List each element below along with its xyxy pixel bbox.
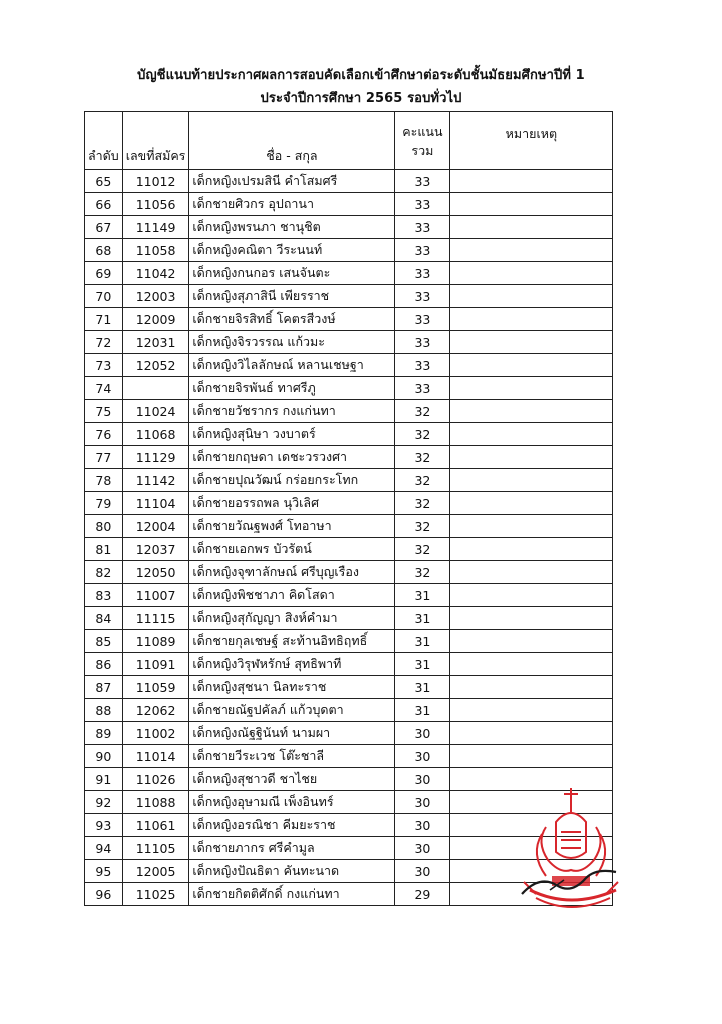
table-row	[85, 331, 613, 354]
cell-name: เด็กหญิงกนกอร เสนจันตะ	[189, 262, 395, 285]
cell-name: เด็กชายอรรถพล นุวิเลิศ	[189, 492, 395, 515]
header-remark: หมายเหตุ	[450, 112, 613, 170]
table-row	[85, 193, 613, 216]
cell-remark	[450, 354, 613, 377]
cell-remark	[450, 515, 613, 538]
signature-icon	[520, 864, 620, 904]
header-name: ชื่อ - สกุล	[189, 112, 395, 170]
header-score-line2: รวม	[411, 142, 434, 158]
cell-name: เด็กหญิงสุนิษา วงบาตร์	[189, 423, 395, 446]
cell-score: 30	[395, 722, 450, 745]
cell-no: 69	[85, 262, 123, 285]
cell-application-no: 11129	[122, 446, 189, 469]
cell-score: 32	[395, 446, 450, 469]
cell-application-no: 12050	[122, 561, 189, 584]
cell-remark	[450, 193, 613, 216]
cell-application-no: 11012	[122, 170, 189, 193]
cell-no: 88	[85, 699, 123, 722]
cell-application-no: 11149	[122, 216, 189, 239]
cell-no: 75	[85, 400, 123, 423]
cell-application-no: 12009	[122, 308, 189, 331]
cell-remark	[450, 561, 613, 584]
header-score	[395, 112, 450, 170]
cell-no: 94	[85, 837, 123, 860]
cell-score: 31	[395, 699, 450, 722]
cell-no: 76	[85, 423, 123, 446]
table-row	[85, 354, 613, 377]
cell-no: 87	[85, 676, 123, 699]
cell-application-no: 11007	[122, 584, 189, 607]
cell-application-no: 11058	[122, 239, 189, 262]
cell-application-no: 11056	[122, 193, 189, 216]
cell-score: 30	[395, 791, 450, 814]
cell-name: เด็กชายภากร ศรีคำมูล	[189, 837, 395, 860]
cell-application-no: 12005	[122, 860, 189, 883]
cell-no: 73	[85, 354, 123, 377]
cell-application-no: 11059	[122, 676, 189, 699]
cell-name: เด็กหญิงคณิตา วีระนนท์	[189, 239, 395, 262]
cell-application-no: 11026	[122, 768, 189, 791]
cell-no: 83	[85, 584, 123, 607]
header-no: ลำดับ	[85, 112, 123, 170]
cell-remark	[450, 285, 613, 308]
cell-application-no: 11042	[122, 262, 189, 285]
cell-score: 33	[395, 377, 450, 400]
cell-score: 33	[395, 285, 450, 308]
cell-remark	[450, 331, 613, 354]
cell-no: 77	[85, 446, 123, 469]
table-row	[85, 745, 613, 768]
cell-no: 66	[85, 193, 123, 216]
cell-no: 71	[85, 308, 123, 331]
cell-name: เด็กชายจิรพันธ์ ทาศรีภู	[189, 377, 395, 400]
cell-score: 30	[395, 860, 450, 883]
table-row	[85, 239, 613, 262]
cell-remark	[450, 492, 613, 515]
cell-application-no: 11002	[122, 722, 189, 745]
cell-name: เด็กหญิงณัฐฐินันท์ นามผา	[189, 722, 395, 745]
cell-score: 31	[395, 653, 450, 676]
table-row	[85, 630, 613, 653]
cell-score: 33	[395, 262, 450, 285]
cell-name: เด็กหญิงสุภาสินี เพียรราช	[189, 285, 395, 308]
cell-name: เด็กหญิงพรนภา ชานุชิต	[189, 216, 395, 239]
table-row	[85, 308, 613, 331]
cell-name: เด็กชายวัชรากร กงแก่นทา	[189, 400, 395, 423]
cell-score: 30	[395, 837, 450, 860]
header-score-line1: คะแนน	[402, 123, 443, 139]
cell-score: 30	[395, 745, 450, 768]
cell-name: เด็กชายกุลเชษฐ์ สะท้านอิทธิฤทธิ์	[189, 630, 395, 653]
cell-application-no: 11142	[122, 469, 189, 492]
cell-score: 32	[395, 400, 450, 423]
cell-name: เด็กหญิงสุชาวดี ชาไชย	[189, 768, 395, 791]
cell-name: เด็กหญิงปัณธิตา คันทะนาด	[189, 860, 395, 883]
cell-name: เด็กชายกฤษดา เดชะวรวงศา	[189, 446, 395, 469]
cell-score: 31	[395, 630, 450, 653]
table-row	[85, 584, 613, 607]
table-row	[85, 607, 613, 630]
cell-name: เด็กหญิงพิชชาภา คิดโสดา	[189, 584, 395, 607]
table-row	[85, 285, 613, 308]
cell-name: เด็กหญิงอุษามณี เพ็งอินทร์	[189, 791, 395, 814]
table-row	[85, 561, 613, 584]
cell-score: 31	[395, 676, 450, 699]
table-row	[85, 699, 613, 722]
cell-remark	[450, 469, 613, 492]
cell-remark	[450, 653, 613, 676]
cell-application-no	[122, 377, 189, 400]
table-row	[85, 377, 613, 400]
cell-application-no: 11061	[122, 814, 189, 837]
cell-name: เด็กหญิงเปรมสินี คำโสมศรี	[189, 170, 395, 193]
cell-score: 33	[395, 193, 450, 216]
document-subtitle: ประจำปีการศึกษา 2565 รอบทั่วไป	[260, 91, 462, 106]
cell-remark	[450, 308, 613, 331]
cell-score: 31	[395, 584, 450, 607]
cell-name: เด็กชายปุณวัฒน์ กร่อยกระโทก	[189, 469, 395, 492]
cell-remark	[450, 423, 613, 446]
cell-remark	[450, 262, 613, 285]
table-row	[85, 676, 613, 699]
cell-no: 91	[85, 768, 123, 791]
cell-no: 93	[85, 814, 123, 837]
cell-name: เด็กชายวัณฐพงศ์ โทอาษา	[189, 515, 395, 538]
cell-score: 33	[395, 308, 450, 331]
cell-remark	[450, 216, 613, 239]
table-row	[85, 469, 613, 492]
cell-remark	[450, 745, 613, 768]
cell-name: เด็กหญิงจุฑาลักษณ์ ศรีบุญเรือง	[189, 561, 395, 584]
cell-score: 32	[395, 423, 450, 446]
cell-application-no: 11115	[122, 607, 189, 630]
cell-no: 95	[85, 860, 123, 883]
cell-no: 68	[85, 239, 123, 262]
cell-no: 92	[85, 791, 123, 814]
cell-name: เด็กชายวีระเวช โต๊ะชาลี	[189, 745, 395, 768]
table-row	[85, 170, 613, 193]
table-row	[85, 446, 613, 469]
cell-application-no: 12037	[122, 538, 189, 561]
cell-application-no: 12003	[122, 285, 189, 308]
cell-name: เด็กหญิงสุชนา นิลทะราช	[189, 676, 395, 699]
cell-application-no: 11014	[122, 745, 189, 768]
table-row	[85, 400, 613, 423]
cell-score: 32	[395, 469, 450, 492]
cell-name: เด็กชายเอกพร บัวรัตน์	[189, 538, 395, 561]
cell-remark	[450, 538, 613, 561]
cell-remark	[450, 699, 613, 722]
cell-name: เด็กชายกิตติศักดิ์ กงแก่นทา	[189, 883, 395, 906]
cell-remark	[450, 170, 613, 193]
cell-no: 79	[85, 492, 123, 515]
cell-application-no: 11105	[122, 837, 189, 860]
cell-no: 74	[85, 377, 123, 400]
cell-score: 33	[395, 216, 450, 239]
cell-application-no: 12031	[122, 331, 189, 354]
cell-score: 29	[395, 883, 450, 906]
header-application-no: เลขที่สมัคร	[122, 112, 189, 170]
cell-remark	[450, 584, 613, 607]
cell-no: 80	[85, 515, 123, 538]
cell-remark	[450, 722, 613, 745]
cell-name: เด็กหญิงสุกัญญา สิงห์คำมา	[189, 607, 395, 630]
document-title: บัญชีแนบท้ายประกาศผลการสอบคัดเลือกเข้าศึกษาต่อระดับชั้นมัธยมศึกษาปีที่ 1	[137, 68, 585, 83]
cell-no: 90	[85, 745, 123, 768]
cell-score: 33	[395, 354, 450, 377]
cell-remark	[450, 630, 613, 653]
cell-name: เด็กชายจิรสิทธิ์ โคตรสีวงษ์	[189, 308, 395, 331]
cell-name: เด็กหญิงจิรวรรณ แก้วมะ	[189, 331, 395, 354]
cell-name: เด็กหญิงวิรุฬหรักษ์ สุทธิพาที	[189, 653, 395, 676]
cell-no: 81	[85, 538, 123, 561]
cell-score: 33	[395, 239, 450, 262]
cell-no: 70	[85, 285, 123, 308]
cell-no: 67	[85, 216, 123, 239]
table-row	[85, 722, 613, 745]
cell-name: เด็กหญิงวิไลลักษณ์ หลานเชษฐา	[189, 354, 395, 377]
cell-no: 85	[85, 630, 123, 653]
cell-name: เด็กหญิงอรณิชา คีมยะราช	[189, 814, 395, 837]
cell-no: 78	[85, 469, 123, 492]
cell-no: 72	[85, 331, 123, 354]
cell-remark	[450, 377, 613, 400]
cell-score: 30	[395, 814, 450, 837]
cell-application-no: 12052	[122, 354, 189, 377]
cell-application-no: 11091	[122, 653, 189, 676]
cell-no: 89	[85, 722, 123, 745]
cell-score: 32	[395, 492, 450, 515]
cell-score: 33	[395, 170, 450, 193]
cell-remark	[450, 400, 613, 423]
cell-application-no: 11088	[122, 791, 189, 814]
cell-remark	[450, 607, 613, 630]
cell-score: 32	[395, 561, 450, 584]
cell-name: เด็กชายณัฐปคัลภ์ แก้วบุดตา	[189, 699, 395, 722]
cell-score: 30	[395, 768, 450, 791]
cell-application-no: 11104	[122, 492, 189, 515]
cell-score: 33	[395, 331, 450, 354]
cell-application-no: 11025	[122, 883, 189, 906]
cell-no: 96	[85, 883, 123, 906]
table-row	[85, 538, 613, 561]
cell-application-no: 12004	[122, 515, 189, 538]
cell-no: 86	[85, 653, 123, 676]
table-row	[85, 423, 613, 446]
cell-remark	[450, 676, 613, 699]
cell-no: 82	[85, 561, 123, 584]
cell-name: เด็กชายศิวกร อุปถานา	[189, 193, 395, 216]
cell-remark	[450, 239, 613, 262]
table-row	[85, 653, 613, 676]
cell-score: 32	[395, 515, 450, 538]
table-row	[85, 515, 613, 538]
table-row	[85, 492, 613, 515]
table-row	[85, 262, 613, 285]
table-row	[85, 216, 613, 239]
cell-application-no: 12062	[122, 699, 189, 722]
cell-application-no: 11089	[122, 630, 189, 653]
cell-score: 31	[395, 607, 450, 630]
cell-no: 65	[85, 170, 123, 193]
cell-no: 84	[85, 607, 123, 630]
cell-application-no: 11024	[122, 400, 189, 423]
cell-score: 32	[395, 538, 450, 561]
table-header-row	[85, 112, 613, 170]
cell-remark	[450, 446, 613, 469]
cell-application-no: 11068	[122, 423, 189, 446]
